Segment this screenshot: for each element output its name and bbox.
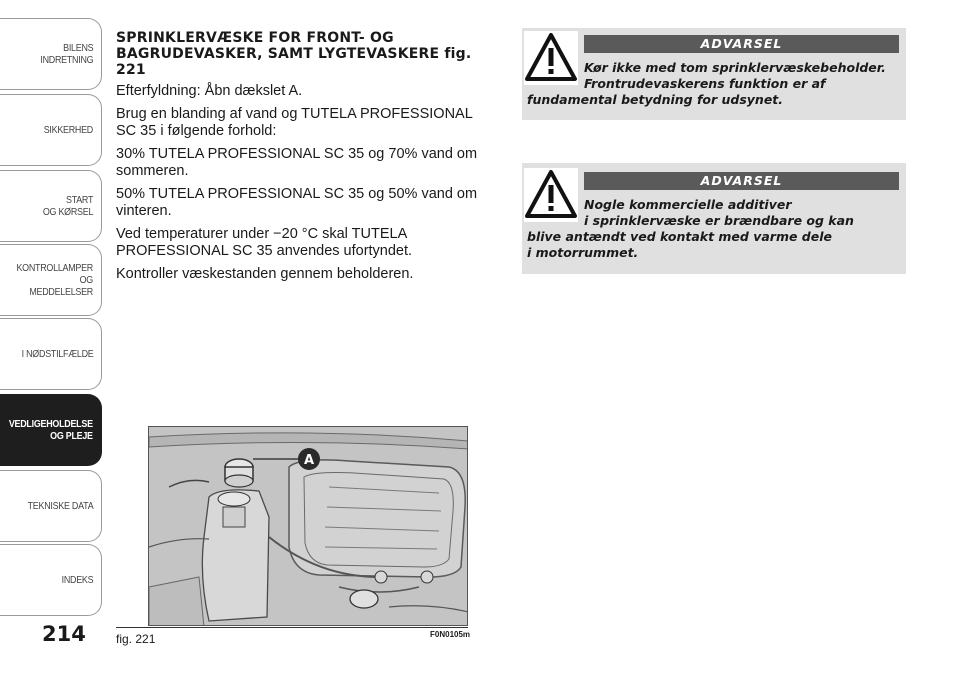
paragraph: 50% TUTELA PROFESSIONAL SC 35 og 50% vand om vinteren. — [116, 186, 478, 219]
paragraph: Efterfyldning: Åbn dækslet A. — [116, 83, 303, 99]
tab-label: I NØDSTILFÆLDE — [21, 348, 93, 360]
tab-label: INDEKS — [61, 574, 93, 586]
paragraph: Ved temperaturer under −20 °C skal TUTELA PROFESSIONAL SC 35 anvendes ufortyndet. — [116, 226, 413, 259]
warning-text-2b: blive antændt ved kontakt med varme dele i motorrummet. — [527, 229, 832, 260]
tab-start-og-korsel[interactable] — [0, 170, 102, 242]
warning-triangle-icon — [524, 31, 578, 85]
callout-label: A — [303, 453, 315, 468]
figure-caption-rule — [116, 627, 468, 628]
tab-label: TEKNISKE DATA — [27, 500, 93, 512]
engine-bay-illustration — [149, 427, 468, 626]
tab-vedligeholdelse[interactable] — [0, 394, 102, 466]
tab-label: BILENS INDRETNING — [40, 42, 93, 66]
figure-caption: fig. 221 — [116, 632, 156, 646]
warning-title: ADVARSEL — [584, 35, 899, 53]
tab-sikkerhed[interactable] — [0, 94, 102, 166]
main-text-column — [116, 30, 496, 289]
warning-triangle-icon — [524, 168, 578, 222]
page-number: 214 — [42, 622, 86, 646]
tab-nodstilfaelde[interactable] — [0, 318, 102, 390]
section-heading: SPRINKLERVÆSKE FOR FRONT- OG BAGRUDEVASKER, SAMT LYGTEVASKERE fig. 221 — [116, 30, 472, 78]
figure-code: F0N0105m — [430, 630, 471, 639]
tab-kontrollamper[interactable] — [0, 244, 102, 316]
tab-label: KONTROLLAMPER OG MEDDELELSER — [16, 262, 94, 298]
tab-tekniske-data[interactable] — [0, 470, 102, 542]
warning-title: ADVARSEL — [584, 172, 899, 190]
paragraph: 30% TUTELA PROFESSIONAL SC 35 og 70% vand om sommeren. — [116, 146, 478, 179]
tab-label: VEDLIGEHOLDELSE OG PLEJE — [9, 418, 93, 442]
tab-bilens-indretning[interactable] — [0, 18, 102, 90]
tab-label: SIKKERHED — [43, 124, 93, 136]
warning-text-2a: Nogle kommercielle additiver i sprinklervæske er brændbare og kan — [584, 197, 854, 228]
paragraph: Kontroller væskestanden gennem beholderen. — [116, 266, 414, 282]
tab-label: START OG KØRSEL — [42, 194, 93, 218]
engine-bay-figure — [148, 426, 468, 626]
tab-indeks[interactable] — [0, 544, 102, 616]
paragraph: Brug en blanding af vand og TUTELA PROFESSIONAL SC 35 i følgende forhold: — [116, 106, 473, 139]
warning-text-1b: fundamental betydning for udsynet. — [527, 92, 784, 107]
warning-text-1a: Kør ikke med tom sprinklervæskebeholder. Frontrudevaskerens funktion er af — [584, 60, 886, 91]
